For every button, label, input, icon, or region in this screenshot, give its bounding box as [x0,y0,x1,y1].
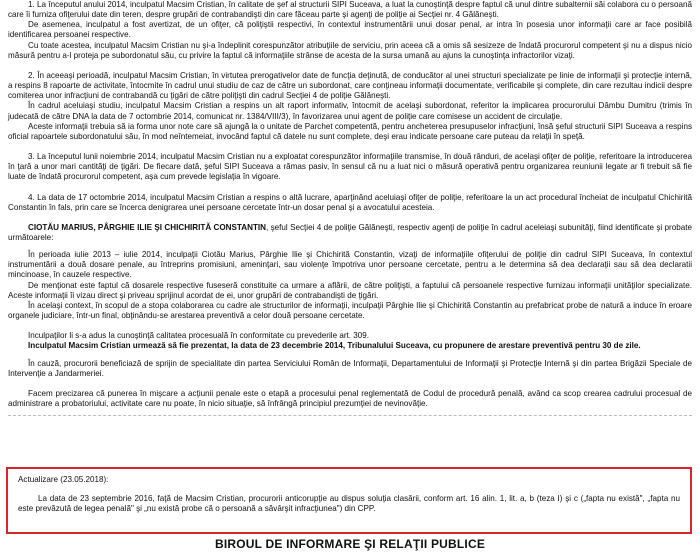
footer-office-title: BIROUL DE INFORMARE ŞI RELAŢII PUBLICE [214,537,486,551]
paragraph-s5-p1: În perioada iulie 2013 – iulie 2014, inculpaţii Ciotău Marius, Pârghie Ilie şi Chichirită Constantin, vizaţi de informaţiile ofiţerului de poliţie din cadrul SIPI Suceava, în contextul instrumentării a două dosare penale, au întreprins promisiuni, ameninţari, sau violenţe împotriva unor persoane cercetate, pentru a le determina să dea declaraţii sau să dea declaratii mincinoase, în cauzele respective. [8,250,692,280]
divider [8,415,692,416]
section5-heading-rest: , şeful Secţiei 4 de poliţie Gălăneşti, respectiv agenţi de poliţie în cadrul aceleiaşi subunităţi, fiind identificate şi probate următoarele: [8,222,692,242]
paragraph-s1-p2: De asemenea, inculpatul a fost avertizat, de un ofiţer, că poliţiştii respectivi, în contextul instrumentării unui dosar penal, ar intra în posesia unor informaţii care ar face posibilă identificarea persoanei respective. [8,20,692,40]
paragraph-s5-p3: În acelaşi context, în scopul de a stopa colaborarea cu cadre ale structurilor de informaţii, inculpaţii Pârghie Ilie şi Chichirită Constantin au prefabricat probe de natură a induce în eroare organele judiciare, într-un final, obţinându-se arestarea preventivă a celor două persoane cercetate. [8,300,692,321]
paragraph-closing-p1: Inculpaţilor li s-a adus la cunoştinţă calitatea procesuală în conformitate cu prevederile art. 309. [28,331,370,341]
paragraph-s4-p1: 4. La data de 17 octombrie 2014, inculpatul Macsim Cristian a respins o altă lucrare, aparţinând aceluiaşi ofiţer de poliţie, referitoare la un act procedural încheiat de inculpatul Chichirită Constantin în fals, prin care se încerca denigrarea unei persoane cercetate într-un dosar penal şi a avocatului acesteia. [8,192,692,212]
paragraph-s5-p2: De menţionat este faptul că dosarele respective fuseseră constituite ca urmare a aflării, de către poliţişti, a faptului că persoanele respective furnizau informaţii unităţilor specializate. Aceste informaţii îi vizau direct şi priveau sprijinul acordat de ei, unor grupări de contrabandişti de ţigări. [8,280,692,300]
paragraph-s2-p3: Aceste informaţii trebuia să ia forma unor note care să ajungă la o unitate de Parchet competentă, pentru ancheterea presupuselor infracţiuni, însă şeful structurii SIPI Suceava a respins oficial rapoartele subordonatului său, în mod neîntemeiat, invocând faptul că datele nu sunt complete, deşi erau indicate persoane care puteau da relaţii în speţă. [8,121,692,141]
paragraph-closing-p4: Facem precizarea că punerea în mişcare a acţiunii penale este o etapă a procesului penal reglementată de Codul de procedură penală, având ca scop crearea cadrului procesual de administrare a probatoriului, activitate care nu poate, în nicio situaţie, să înfrângă principiul prezumţiei de nevinovăţie. [8,388,692,408]
update-notice-box [6,467,692,534]
paragraph-s2-p1: 2. În aceeaşi perioadă, inculpatul Macsim Cristian, în virtutea prerogativelor date de funcţia deţinută, de conducător al unei structuri specializate pe linie de informaţii şi protecţie internă, a respins 8 rapoarte de activitate, întocmite în cadrul unui studiu de caz de către un subordonat, care conţineau informaţii documentate, verificabile şi complete, din care rezultau indicii despre comiterea unor infracţiuni de contrabandă cu ţigări de către poliţişti din cadrul Secţiei 4 de poliţie Gălăneşti. [8,70,692,101]
update-title: Actualizare (23.05.2018): [18,475,109,484]
document-body [8,0,692,416]
paragraph-closing-p2: Inculpatul Macsim Cristian urmează să fie prezentat, la data de 23 decembrie 2014, Tribunalului Suceava, cu propunere de arestare preventivă pentru 30 de zile. [28,341,641,351]
paragraph-s1-p3: Cu toate acestea, inculpatul Macsim Cristian nu şi-a îndeplinit corespunzător atribuţiile de serviciu, prin aceea că a omis să sesizeze de îndată procurorul competent şi nu a dispus nicio măsură pentru a-l proteja pe subordonatul său, cu privire la faptul că informaţiile strânse de acesta de la sursa umană au ajuns la cunoştinţa infractorilor vizaţi. [8,40,692,60]
section5-heading [8,223,692,243]
section5-heading-names: CIOTĂU MARIUS, PÂRGHIE ILIE ŞI CHICHIRITĂ CONSTANTIN [28,222,266,232]
paragraph-closing-p3: În cauză, procurorii beneficiază de sprijin de specialitate din partea Serviciului Român de Informaţii, Departamentului de Informaţii şi Protecţie Internă şi din partea Brigăzii Speciale de Intervenţie a Jandarmeriei. [8,358,692,378]
paragraph-s1-p1: 1. La începutul anului 2014, inculpatul Macsim Cristian, în calitate de şef al structurii SIPI Suceava, a luat la cunoştinţă despre faptul că unul dintre subalternii săi colabora cu o persoană care îi furniza ofiţerului date din teren, despre grupări de contrabandişti din care făceau parte şi agenţi de poliţie ai Secţiei nr. 4 Gălăneşti. [8,0,692,20]
update-text: La data de 23 septembrie 2016, faţă de Macsim Cristian, procurorii anticorupţie au dispus soluţia clasării, conform art. 16 alin. 1, lit. a, b (teza I) şi c („fapta nu există", „fapta nu este prevăzută de legea penală" şi „nu există probe că o persoană a săvârşit infracţiunea") din CPP. [18,493,680,513]
paragraph-s3-p1: 3. La începutul lunii noiembrie 2014, inculpatul Macsim Cristian nu a exploatat corespunzător informaţiile transmise, în două rânduri, de acelaşi ofiţer de poliţie, referitoare la introducerea în ţară a unor mari cantităţi de ţigări. De fiecare dată, şeful SIPI Suceava a rămas pasiv, în sensul că nu a luat nici o măsură operativă pentru organizarea reuniunii legate ar fi trebuit să fie luate de îndată procurorul competent, aşa cum prevede legislaţia în vigoare. [8,152,692,182]
paragraph-s2-p2: În cadrul aceluiaşi studiu, inculpatul Macsim Cristian a respins un alt raport informativ, întocmit de acelaşi subordonat, referitor la implicarea procurorului Dâmbu Dumitru (trimis în judecată de către DNA la data de 7 octombrie 2014, comunicat nr. 1384/VIII/3), în favorizarea unui agent de poliţie care comisese un accident de circulaţie. [8,101,692,121]
